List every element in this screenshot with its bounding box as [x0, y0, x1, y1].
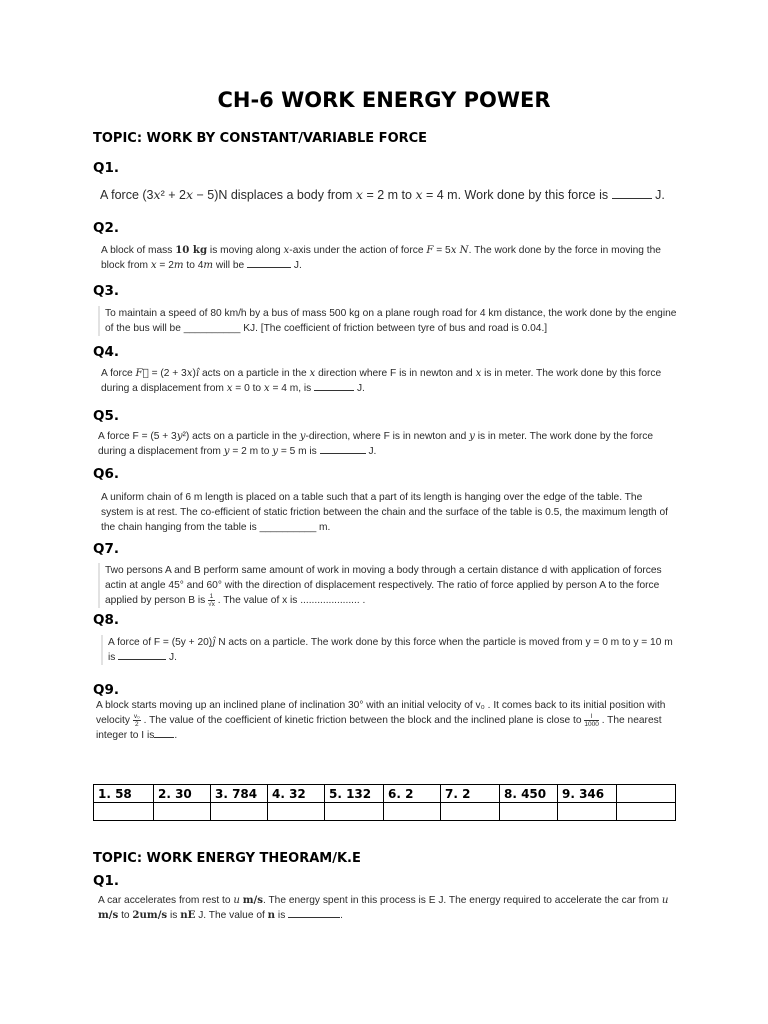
answer-cell: [384, 803, 441, 821]
question-label-q9: Q9.: [93, 682, 119, 698]
question-text-q5: A force F = (5 + 3y²) acts on a particle in the y-direction, where F is in newton and y is in meter. The work done by the force during a displacement from y = 2 m to y = 5 m is J.: [98, 431, 654, 457]
question-text-q8: A force of F = (5y + 20)ĵ N acts on a particle. The work done by this force when the particle is moved from y = 0 m to y = 10 m is J.: [101, 635, 678, 665]
question-text-q7: Two persons A and B perform same amount of work in moving a body through a certain distance d with application of forces actin at angle 45° and 60° with the direction of displacement respectively. The ratio of force applied by person A to the force applied by person B is $\frac{1}{√x}$ . The value of x is ..................... .: [98, 563, 680, 608]
answer-cell: [325, 803, 384, 821]
answer-cell: [211, 803, 268, 821]
answer-cell: 4. 32: [268, 785, 325, 803]
answer-cell: [617, 785, 676, 803]
answer-cell: [500, 803, 558, 821]
question-label-q7: Q7.: [93, 541, 119, 557]
question-label-t2-q1: Q1.: [93, 873, 119, 889]
answer-cell: 7. 2: [441, 785, 500, 803]
question-text-t2-q1: A car accelerates from rest to u m/s. The energy spent in this process is E J. The energy required to accelerate the car from u m/s to 2um/s is nE J. The value of n is .: [98, 894, 669, 921]
question-label-q4: Q4.: [93, 344, 119, 360]
question-label-q6: Q6.: [93, 466, 119, 482]
answer-cell: 2. 30: [154, 785, 211, 803]
answer-cell: 3. 784: [211, 785, 268, 803]
answer-key-table: [93, 784, 676, 821]
answer-cell: [617, 803, 676, 821]
topic-heading-work-force: TOPIC: WORK BY CONSTANT/VARIABLE FORCE: [93, 131, 428, 146]
question-text-q9: A block starts moving up an inclined plane of inclination 30° with an initial velocity of v₀ . It comes back to its initial position with velocity $\frac{\text{v₀}}{2}$ . The value of the coefficient of kinetic friction between the block and the inclined plane is close to $\frac{I}{1000}$ . The nearest integer to I is .: [96, 700, 666, 742]
topic-heading-work-energy-theorem: TOPIC: WORK ENERGY THEORAM/K.E: [93, 851, 361, 866]
question-label-q2: Q2.: [93, 220, 119, 236]
question-text-q1: A force (3x² + 2x − 5)N displaces a body from x = 2 m to x = 4 m. Work done by this force is J.: [100, 187, 665, 202]
question-text-q6: A uniform chain of 6 m length is placed on a table such that a part of its length is hanging over the edge of the table. The system is at rest. The co-efficient of static friction between the chain and the surface of the table is 0.5, the maximum length of the chain hanging from the table is __________ m.: [101, 492, 669, 533]
answer-cell: 8. 450: [500, 785, 558, 803]
question-text-q2: A block of mass 10 kg is moving along x-axis under the action of force F = 5x N. The work done by the force in moving the block from x = 2m to 4m will be J.: [101, 244, 661, 271]
page-title: CH-6 WORK ENERGY POWER: [217, 88, 551, 112]
question-text-q4: A force F⃗ = (2 + 3x)î acts on a particle in the x direction where F is in newton and x is in meter. The work done by this force during a displacement from x = 0 to x = 4 m, is J.: [101, 368, 662, 394]
answer-row: [94, 803, 676, 821]
question-label-q8: Q8.: [93, 612, 119, 628]
question-text-q3: To maintain a speed of 80 km/h by a bus of mass 500 kg on a plane rough road for 4 km distance, the work done by the engine of the bus will be __________ KJ. [The coefficient of friction between tyre of bus and road is 0.04.]: [98, 306, 677, 336]
answer-cell: [154, 803, 211, 821]
answer-cell: [94, 803, 154, 821]
question-label-q1: Q1.: [93, 160, 119, 176]
answer-cell: 9. 346: [558, 785, 617, 803]
question-label-q5: Q5.: [93, 408, 119, 424]
answer-cell: 5. 132: [325, 785, 384, 803]
answer-row: [94, 785, 676, 803]
question-label-q3: Q3.: [93, 283, 119, 299]
answer-cell: [268, 803, 325, 821]
answer-cell: [441, 803, 500, 821]
answer-cell: [558, 803, 617, 821]
answer-cell: 1. 58: [94, 785, 154, 803]
answer-cell: 6. 2: [384, 785, 441, 803]
